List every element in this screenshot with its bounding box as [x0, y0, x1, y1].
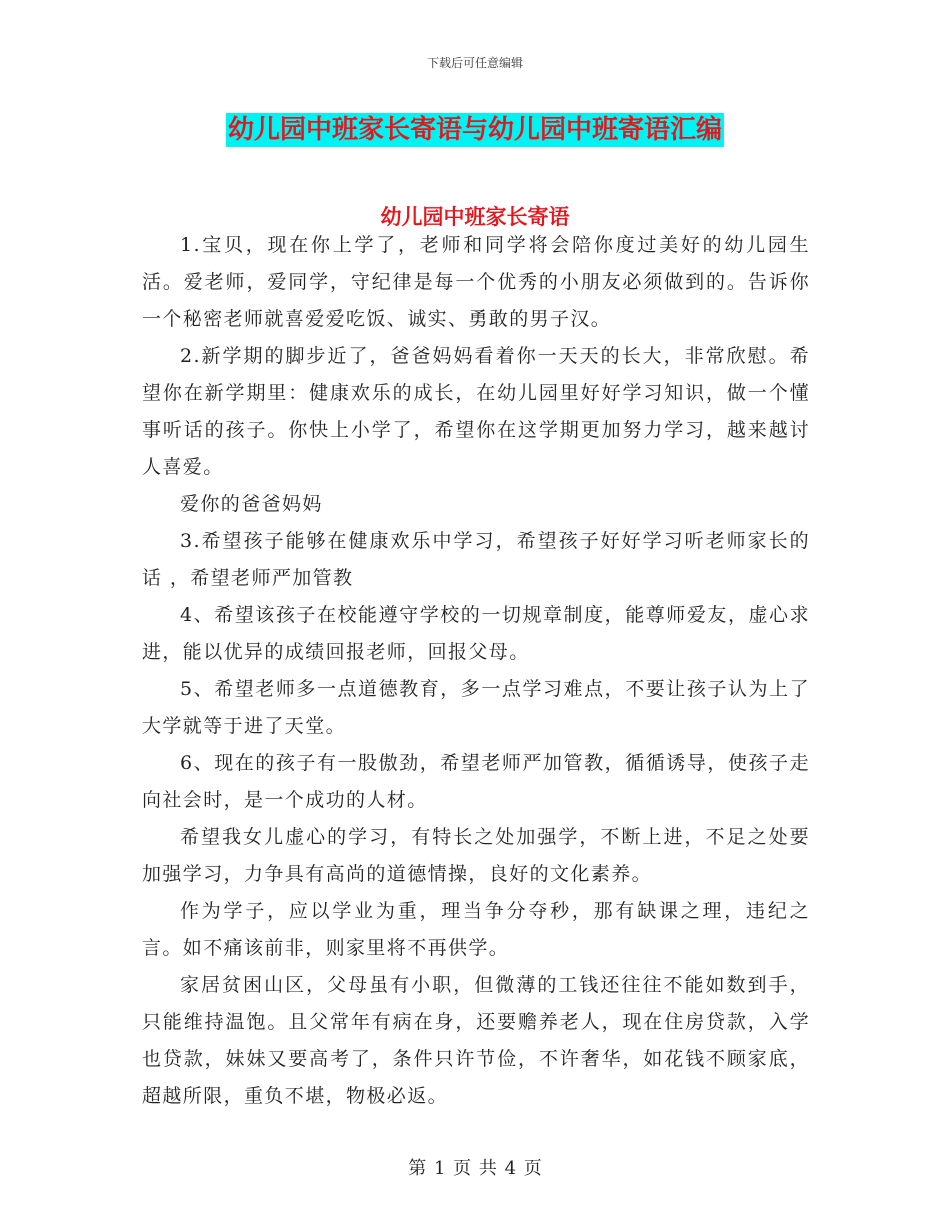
- paragraph-signature: 爱你的爸爸妈妈: [180, 493, 323, 515]
- paragraph-1: 1.宝贝，现在你上学了，老师和同学将会陪你度过美好的幼儿园生活。爱老师，爱同学，守纪律是每一个优秀的小朋友必须做到的。告诉你一个秘密老师就喜爱爱吃饭、诚实、勇敢的男子汉。: [142, 234, 810, 330]
- paragraph-5: 5、希望老师多一点道德教育，多一点学习难点，不要让孩子认为上了大学就等于进了天堂。: [142, 678, 810, 737]
- paragraph-6: 6、现在的孩子有一股傲劲，希望老师严加管教，循循诱导，使孩子走向社会时，是一个成功的人材。: [142, 752, 810, 811]
- document-body: [142, 227, 810, 1115]
- document-title: 幼儿园中班家长寄语与幼儿园中班寄语汇编: [227, 115, 722, 145]
- document-title-wrapper: [0, 113, 950, 147]
- page-number: 第 1 页 共 4 页: [408, 1158, 542, 1179]
- paragraph-3: 3.希望孩子能够在健康欢乐中学习，希望孩子好好学习听老师家长的话 ，希望老师严加管教: [142, 530, 810, 589]
- section-title: 幼儿园中班家长寄语: [380, 205, 570, 229]
- paragraph-7: 希望我女儿虚心的学习，有特长之处加强学，不断上进，不足之处要加强学习，力争具有高尚的道德情操，良好的文化素养。: [142, 826, 810, 885]
- paragraph-2: 2.新学期的脚步近了，爸爸妈妈看着你一天天的长大，非常欣慰。希望你在新学期里：健康欢乐的成长，在幼儿园里好好学习知识，做一个懂事听话的孩子。你快上小学了，希望你在这学期更加努力学习，越来越讨人喜爱。: [142, 345, 810, 478]
- paragraph-4: 4、希望该孩子在校能遵守学校的一切规章制度，能尊师爱友，虚心求进，能以优异的成绩回报老师，回报父母。: [142, 604, 810, 663]
- paragraph-8: 作为学子，应以学业为重，理当争分夺秒，那有缺课之理，违纪之言。如不痛该前非，则家里将不再供学。: [142, 900, 810, 959]
- paragraph-9: 家居贫困山区，父母虽有小职，但微薄的工钱还往往不能如数到手，只能维持温饱。且父常年有病在身，还要赡养老人，现在住房贷款，入学也贷款，妹妹又要高考了，条件只许节俭，不许奢华，如花钱不顾家底，超越所限，重负不堪，物极必返。: [142, 974, 810, 1107]
- header-note: 下载后可任意编辑: [426, 56, 523, 70]
